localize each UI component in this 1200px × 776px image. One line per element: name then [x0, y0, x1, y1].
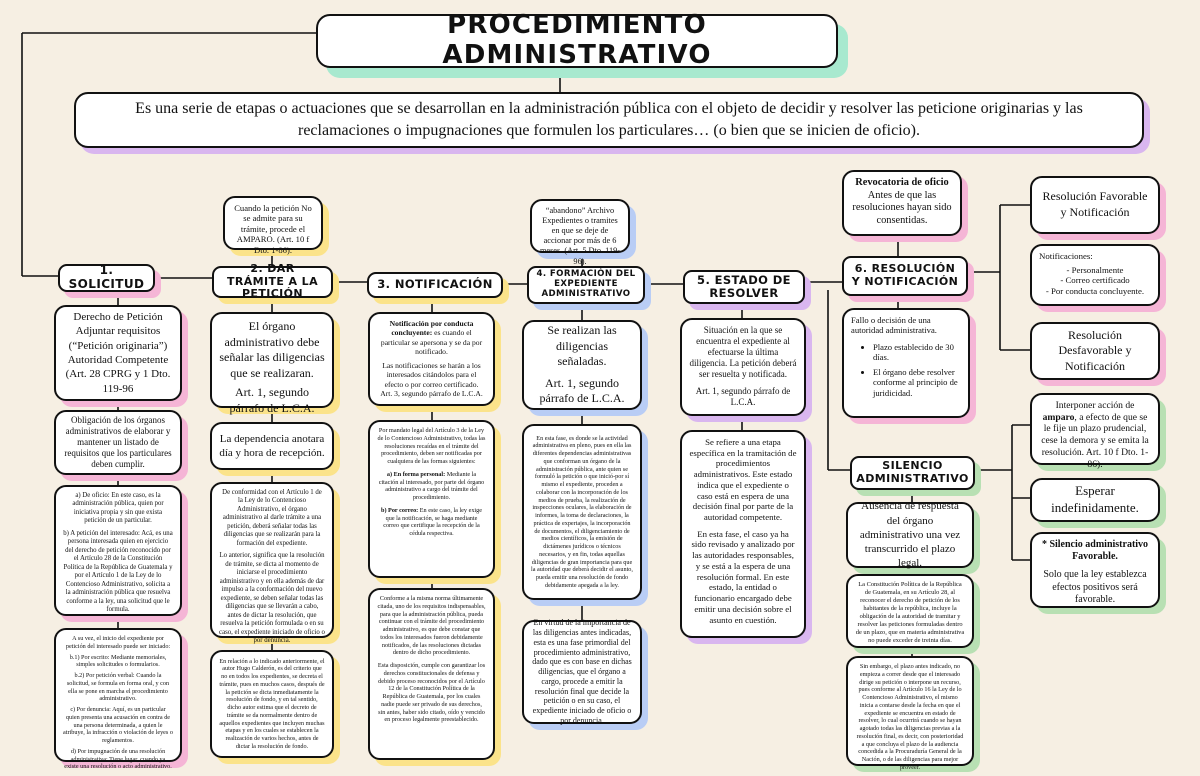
header-resolucion-label: 6. RESOLUCIÓN Y NOTIFICACIÓN	[851, 262, 959, 288]
notificaciones-title: Notificaciones:	[1039, 251, 1093, 261]
notificaciones-box	[1030, 244, 1160, 306]
notificacion-correo: b) Por correo: En este caso, la ley exige que la notificación, se haga mediante correo que certifique la recepción de la cédula respectiva.	[381, 506, 482, 537]
solicitud-d: d) Por impugnación de una resolución administrativa: Tiene lugar, cuando ya existe una resolución o acto administrativo.	[64, 747, 172, 771]
resolucion-bullet-1: • Plazo establecido de 30 días.	[873, 342, 961, 363]
resolucion-box-1	[842, 308, 970, 418]
notificacion-box-3-p2: Esta disposición, cumple con garantizar los derechos constitucionales de defensa y debido proceso reconocidos por el Artículo 12 de la Constitución Política de la República de Guatemala, por los cuales nadie puede ser privado de sus derechos, sin antes, haber sido citado, oído y vencido en proceso legalmente preestablecido.	[377, 662, 486, 724]
tramite-box-4-text: En relación a lo indicado anteriormente, el autor Hugo Calderón, es del criterio que no en todos los expedientes, se decreta el trámite, pues en muchos casos, después de la petición se dicta inmediatamente la resolución de fondo, y en tal sentido, dicho autor estima que el decreto de trámite se da normalmente dentro de aquellos expedientes que incluyen muchas etapas y en los cuales se establecen la realización de varios hechos, antes de dictar la resolución de fondo.	[219, 657, 325, 750]
resolver-box-1	[680, 318, 806, 416]
formacion-box-1-ref: Art. 1, segundo párrafo de L.C.A.	[539, 375, 625, 406]
silencio-favorable-title: * Silencio administrativo Favorable.	[1041, 539, 1149, 563]
header-notificacion-label: 3. NOTIFICACIÓN	[377, 277, 493, 292]
notificacion-box-1-ref: Art. 3, segundo párrafo de L.C.A.	[380, 389, 483, 399]
resolucion-favorable	[1030, 176, 1160, 234]
amparo-post: , a efecto de que se le fije un plazo prudencial, cese la demora y se emita la resolución. Art. 10 f Dto. 1-86).	[1041, 411, 1149, 470]
solicitud-box-1	[54, 305, 182, 401]
header-formacion	[527, 266, 645, 304]
definition-text: Es una serie de etapas o actuaciones que se desarrollan en la administración pública con el objeto de decidir y resolver las peticione originarias y las reclamaciones o impugnaciones que formulen los particulares… (o bien que se inicien de oficio).	[135, 100, 1083, 139]
revocatoria-text: Antes de que las resoluciones hayan sido consentidas.	[852, 189, 952, 227]
notificacion-box-3	[368, 588, 495, 760]
notificacion-box-2-intro: Por mandato legal del Artículo 3 de la Ley de lo Contencioso Administrativo, todas las resoluciones recaídas en el trámite del procedimiento, deben ser notificadas por cualquiera de las formas siguientes:	[377, 427, 486, 465]
notificaciones-1: - Personalmente	[1066, 264, 1124, 275]
solicitud-box-4	[54, 628, 182, 771]
resolucion-bullet-2: • El órgano debe resolver conforme al principio de juridicidad.	[873, 367, 961, 398]
solicitud-box-3	[54, 485, 182, 616]
silencio-box-2	[846, 574, 974, 648]
page-title	[316, 10, 838, 70]
esperar-box	[1030, 478, 1160, 522]
formacion-box-1	[522, 320, 642, 410]
solicitud-oficio: a) De oficio: En este caso, es la administración pública, quien por iniciativa propia y sin que exista petición de un particular.	[72, 492, 164, 525]
tramite-box-2-text: La dependencia anotara día y hora de recepción.	[219, 432, 325, 459]
resolucion-box-1-text: Fallo o decisión de una autoridad administrativa.	[851, 315, 937, 336]
resolver-box-1-ref: Art. 1, segundo párrafo de L.C.A.	[695, 385, 791, 407]
tramite-box-1-text: El órgano administrativo debe señalar las diligencias que se realizaran.	[219, 319, 325, 380]
silencio-favorable-box	[1030, 532, 1160, 608]
notificacion-box-1-p2: Las notificaciones se harán a los interesados citándolos para el efecto o por correo certificado.	[382, 360, 481, 389]
revocatoria-title: Revocatoria de oficio	[855, 177, 949, 188]
resolucion-desfavorable	[1030, 322, 1160, 380]
notificacion-box-2	[368, 420, 495, 578]
resolver-box-1-text: Situación en la que se encuentra el expediente al efectuarse la última diligencia. La petición deberá ser resuelta y notificada.	[689, 325, 797, 379]
notificaciones-3: - Por conducta concluyente.	[1045, 286, 1145, 297]
esperar-text: Esperar indefinidamente.	[1051, 483, 1139, 515]
formacion-box-1-text: Se realizan las diligencias señaladas.	[547, 323, 617, 369]
solicitud-b2: b.2) Por petición verbal: Cuando la solicitud, se formula en forma oral, y con ella se pone en marcha el procedimiento administrativo.	[66, 672, 170, 703]
header-resolver	[683, 270, 805, 304]
header-formacion-label: 4. FORMACIÓN DEL EXPEDIENTE ADMINISTRATIVO	[536, 269, 636, 299]
tramite-box-4	[210, 650, 334, 758]
formacion-note-text: “abandono” Archivo Expedientes o tramites en que se deje de accionar por más de 6 meses. (Art. 5 Dto. 119-96).	[539, 206, 621, 266]
resolucion-favorable-text: Resolución Favorable y Notificación	[1042, 189, 1148, 219]
silencio-box-3-text: Sin embargo, el plazo antes indicado, no empieza a correr desde que el interesado dirige su petición o interpone un recurso, pues conforme al Artículo 16 la Ley de lo Contencioso Administrativo, el mismo inicia a contarse desde la fecha en que el expediente se encuentra en estado de resolver, lo cual ocurrirá cuando se hayan agotado todas las diligencias previas a la resolución final, es decir, con posterioridad a que concluya el plazo de la audiencia concedida a la Procuraduría General de la Nación, o de las diligencias para mejor proveer.	[856, 663, 964, 771]
silencio-box-1-text: Ausencia de respuesta del órgano administrativo una vez transcurrido el plazo legal.	[859, 500, 961, 570]
header-solicitud-label: 1. SOLICITUD	[68, 263, 145, 291]
notificacion-box-3-p1: Conforme a la misma norma últimamente citada, uno de los requisitos indispensables, para que la administración pública, pueda continuar con el trámite del procedimiento administrativo, es que debe constar que todos los interesados fueron debidamente notificados, de las resoluciones dictadas dentro de dicho procedimiento.	[377, 595, 486, 657]
tramite-note-text: Cuando la petición No se admite para su trámite, procede el AMPARO. (Art. 10 f Dto. 1-86).	[234, 203, 312, 255]
formacion-box-2-text: En esta fase, es donde se la actividad administrativa en pleno, pues en ella las diferentes dependencias administrativas que conforman un órgano de la administración pública, ante quien se formuló la petición o que inició-por sí mismo el expediente, proceden a colaborar con la incorporación de los medios de prueba, la realización de inspecciones oculares, la elaboración de informes, la toma de declaraciones, la práctica de expertajes, la incorporación de documentos, el diligenciamiento de medios científicos, la emisión de dictámenes jurídicos o técnicos necesarios, y en fin, todas aquellas diligencias de gran importancia para que la autoridad que deberá decidir el asunto, pueda emitir una resolución de fondo debidamente apegada a la ley.	[531, 434, 633, 589]
silencio-favorable-text: Solo que la ley establezca efectos positivos será favorable.	[1043, 569, 1147, 605]
solicitud-box-1-text: Derecho de Petición Adjuntar requisitos (“Petición originaria”) Autoridad Competente (Art. 28 CPRG y 1 Dto. 119-96	[65, 311, 171, 395]
resolver-box-2-p1: Se refiere a una etapa específica en la tramitación de procedimientos administrativos. Este estado indica que el expediente o caso está en espera de una decisión final por parte de la autoridad competente.	[689, 437, 797, 523]
page-title-text: PROCEDIMIENTO ADMINISTRATIVO	[442, 10, 712, 70]
resolver-box-2	[680, 430, 806, 638]
header-resolver-label: 5. ESTADO DE RESOLVER	[697, 272, 791, 300]
notificacion-box-1	[368, 312, 495, 406]
tramite-box-2	[210, 422, 334, 470]
tramite-box-3-p1: De conformidad con el Artículo 1 de la Ley de lo Contencioso Administrativo, el órgano administrativo al darle trámite a una petición, deberá señalar todas las diligencias que se realizarán para la formación del expediente.	[222, 489, 322, 547]
formacion-note	[530, 199, 630, 266]
silencio-box-2-text: La Constitución Política de la República de Guatemala, en su Artículo 28, al reconocer el derecho de petición de los habitantes de la república, incluye la obligación de la autoridad de tramitar y resolver las peticiones formuladas dentro de un plazo, que en materia administrativa no puede exceder de treinta días.	[855, 581, 965, 644]
notificacion-conducta: Notificación por conducta concluyente: es cuando el particular se apersona y se da por notificado.	[380, 319, 483, 357]
revocatoria-box	[842, 170, 962, 236]
notificaciones-2: - Correo certificado	[1060, 275, 1130, 286]
tramite-box-1	[210, 312, 334, 415]
resolucion-desfavorable-text: Resolución Desfavorable y Notificación	[1058, 327, 1132, 373]
header-notificacion	[367, 272, 503, 298]
header-tramite-label: 2. DAR TRÁMITE A LA PETICIÓN	[226, 262, 319, 301]
solicitud-interesado: b) A petición del interesado: Acá, es una persona interesada quien en ejercicio del derecho de petición reconocido por el Artículo 28 de la Constitución Política de la República de Guatemala y por el Artículo 1 de la Ley de lo Contencioso Administrativo, solicita a la administración pública que resuelva conforme a la ley, una solicitud que le formula.	[63, 529, 173, 614]
tramite-box-1-ref: Art. 1, segundo párrafo de L.C.A.	[229, 385, 315, 415]
tramite-note	[223, 196, 323, 255]
amparo-box	[1030, 393, 1160, 470]
amparo-bold: amparo	[1042, 411, 1075, 423]
solicitud-box-2-text: Obligación de los órganos administrativos de elaborar y mantener un listado de requisitos que los particulares deben cumplir.	[64, 415, 172, 469]
definition-box	[74, 92, 1144, 148]
solicitud-box-4-intro: A su vez, el inicio del expediente por petición del interesado puede ser iniciado:	[65, 635, 171, 650]
silencio-box-1	[846, 502, 974, 568]
formacion-box-3-text: En virtud de la importancia de las diligencias antes indicadas, esta es una fase primordial del procedimiento administrativo, dado que es con base en dichas diligencias, que el órgano a cargo, procede a emitir la resolución final que decide la petición o en su caso, el expediente iniciado de oficio o por denuncia.	[532, 618, 632, 725]
solicitud-box-2	[54, 410, 182, 475]
formacion-box-2	[522, 424, 642, 600]
solicitud-c: c) Por denuncia: Aquí, es un particular quien presenta una acusación en contra de una persona determinada, a quien le atribuye, la infracción o violación de leyes o reglamentos.	[63, 706, 173, 744]
formacion-box-3	[522, 620, 642, 724]
header-silencio	[850, 456, 975, 490]
tramite-box-3	[210, 482, 334, 645]
amparo-pre: Interponer acción de	[1055, 400, 1135, 411]
header-resolucion	[842, 256, 968, 296]
header-silencio-label: SILENCIO ADMINISTRATIVO	[856, 459, 969, 485]
solicitud-b1: b.1) Por escrito: Mediante memoriales, simples solicitudes o formularios.	[69, 653, 167, 669]
header-solicitud	[58, 264, 155, 292]
header-tramite	[212, 262, 333, 301]
silencio-box-3	[846, 656, 974, 771]
tramite-box-3-p2: Lo anterior, significa que la resolución de trámite, se dicta al momento de iniciarse el procedimiento administrativo y en ella además de dar impulso a la conformación del nuevo expediente, se deben señalar todas las diligencias que se llevarán a cabo, antes de dictar la resolución, que resuelva la petición formulada o en su caso, el expediente iniciado de oficio o por denuncia.	[219, 552, 325, 645]
notificacion-personal: a) En forma personal: Mediante la citación al interesado, por parte del órgano administrativo a cargo del trámite del procedimiento.	[378, 470, 485, 501]
resolver-box-2-p2: En esta fase, el caso ya ha sido revisado y analizado por las autoridades responsables, y se está a la espera de una resolución formal. En este estado, la entidad o funcionario encargado debe emitir una decisión sobre el asunto en cuestión.	[691, 528, 795, 625]
